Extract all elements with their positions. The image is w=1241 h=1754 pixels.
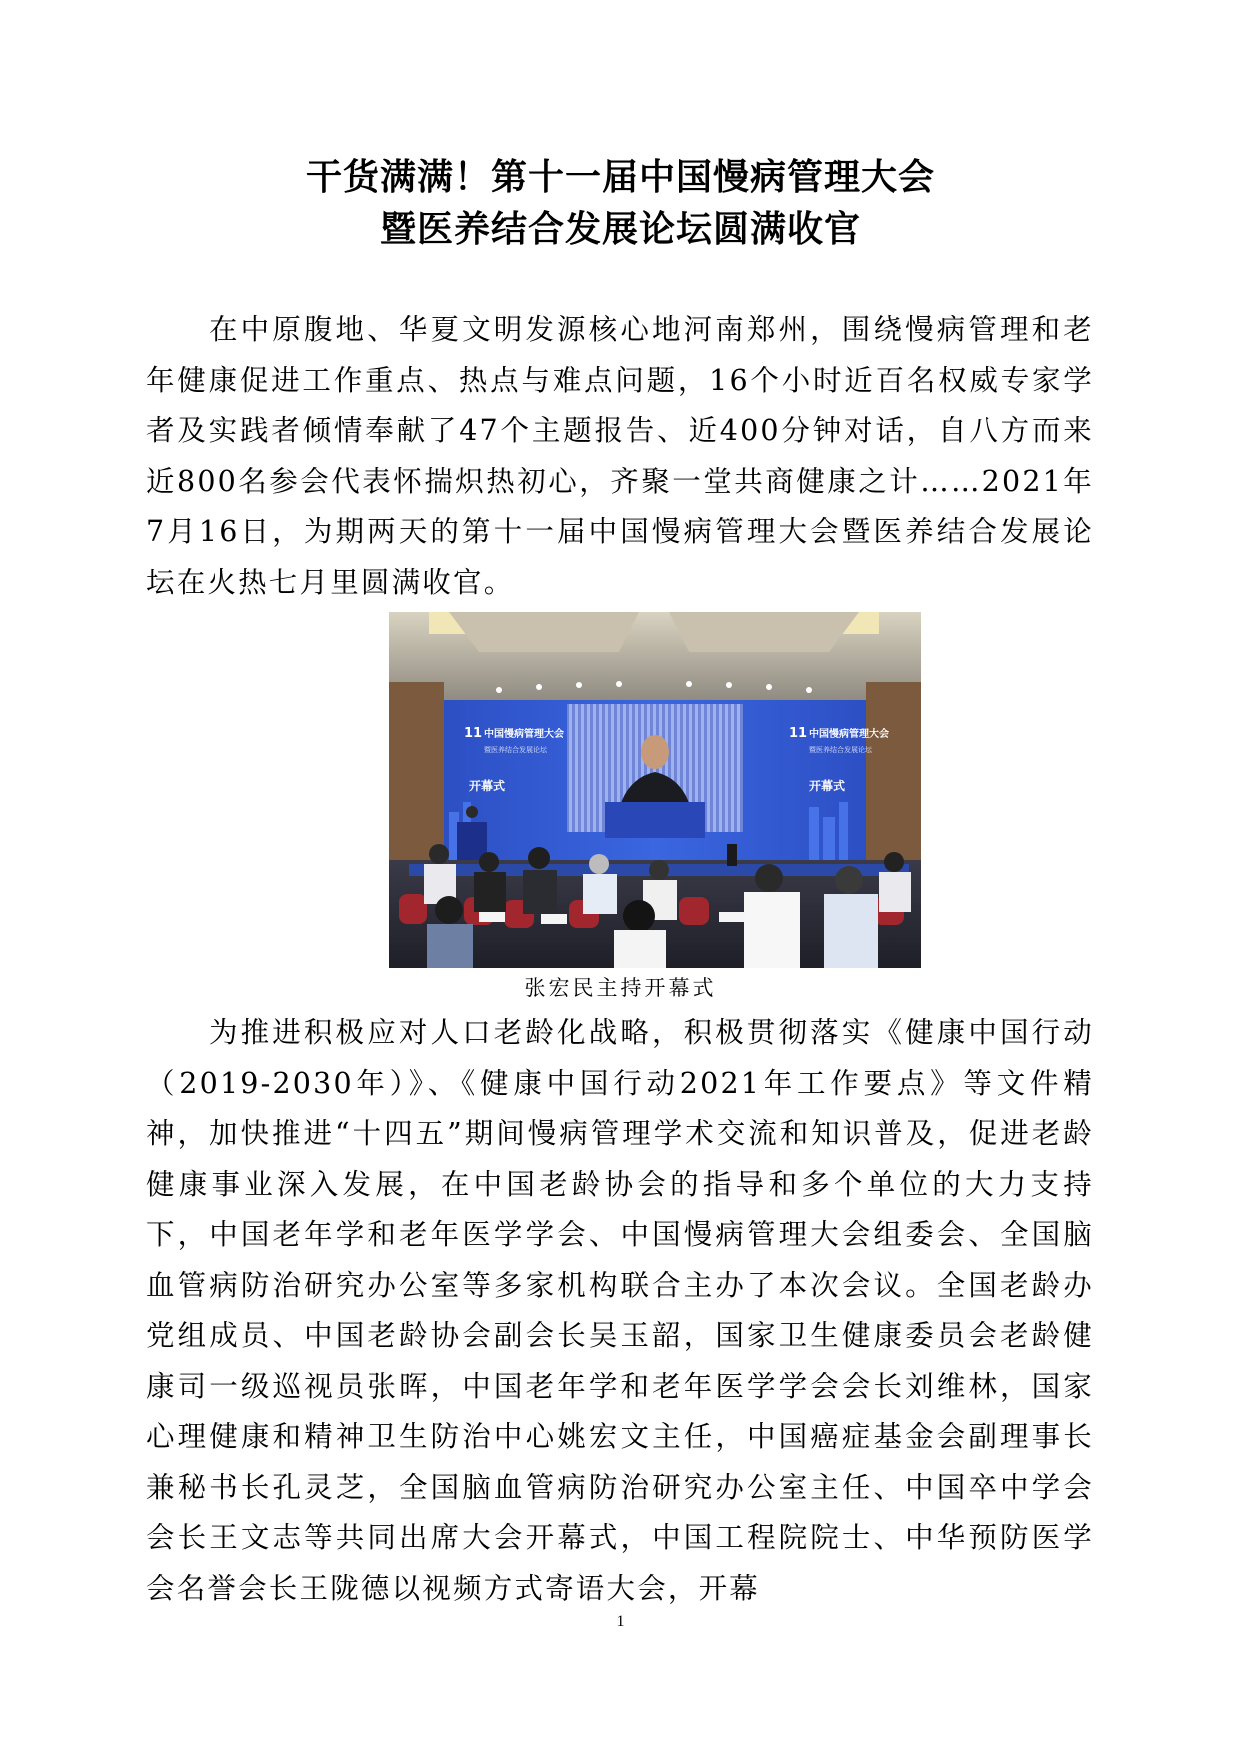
document-title-line-2: 暨医养结合发展论坛圆满收官 [379, 209, 861, 250]
photo-caption: 张宏民主持开幕式 [524, 976, 717, 1000]
screen-subtitle-left: 暨医养结合发展论坛 [484, 746, 547, 754]
screen-title-left: 中国慢病管理大会 [484, 729, 564, 740]
paragraph-background: 为推进积极应对人口老龄化战略，积极贯彻落实《健康中国行动（2019-2030年）》、《健康中国行动2021年工作要点》等文件精神，加快推进“十四五”期间慢病管理学术交流和知识普及，促进老龄健康事业深入发展，在中国老龄协会的指导和多个单位的大力支持下，中国老年学和老年医学学会、中国慢病管理大会组委会、全国脑血管病防治研究办公室等多家机构联合主办了本次会议。全国老龄办党组成员、中国老龄协会副会长吴玉韶，国家卫生健康委员会老龄健康司一级巡视员张晖，中国老年学和老年医学学会会长刘维林，国家心理健康和精神卫生防治中心姚宏文主任，中国癌症基金会副理事长兼秘书长孔灵芝，全国脑血管病防治研究办公室主任、中国卒中学会会长王文志等共同出席大会开幕式，中国工程院院士、中华预防医学会名誉会长王陇德以视频方式寄语大会，开幕 [146, 1016, 1094, 1605]
paragraph-intro: 在中原腹地、华夏文明发源核心地河南郑州，围绕慢病管理和老年健康促进工作重点、热点与难点问题，16个小时近百名权威专家学者及实践者倾情奉献了47个主题报告、近400分钟对话，自八方而来近800名参会代表怀揣炽热初心，齐聚一堂共商健康之计……2021年7月16日，为期两天的第十一届中国慢病管理大会暨医养结合发展论坛在火热七月里圆满收官。 [146, 313, 1094, 599]
screen-label-left: 开幕式 [469, 779, 506, 793]
screen-title-right: 中国慢病管理大会 [809, 729, 889, 740]
page-number: 1 [616, 1613, 625, 1630]
screen-edition-right: 11 [789, 726, 808, 741]
screen-label-right: 开幕式 [809, 779, 846, 793]
document-title-line-1: 干货满满！第十一届中国慢病管理大会 [305, 157, 935, 198]
screen-edition-left: 11 [464, 726, 483, 741]
screen-subtitle-right: 暨医养结合发展论坛 [809, 746, 872, 754]
conference-photo [389, 612, 921, 968]
